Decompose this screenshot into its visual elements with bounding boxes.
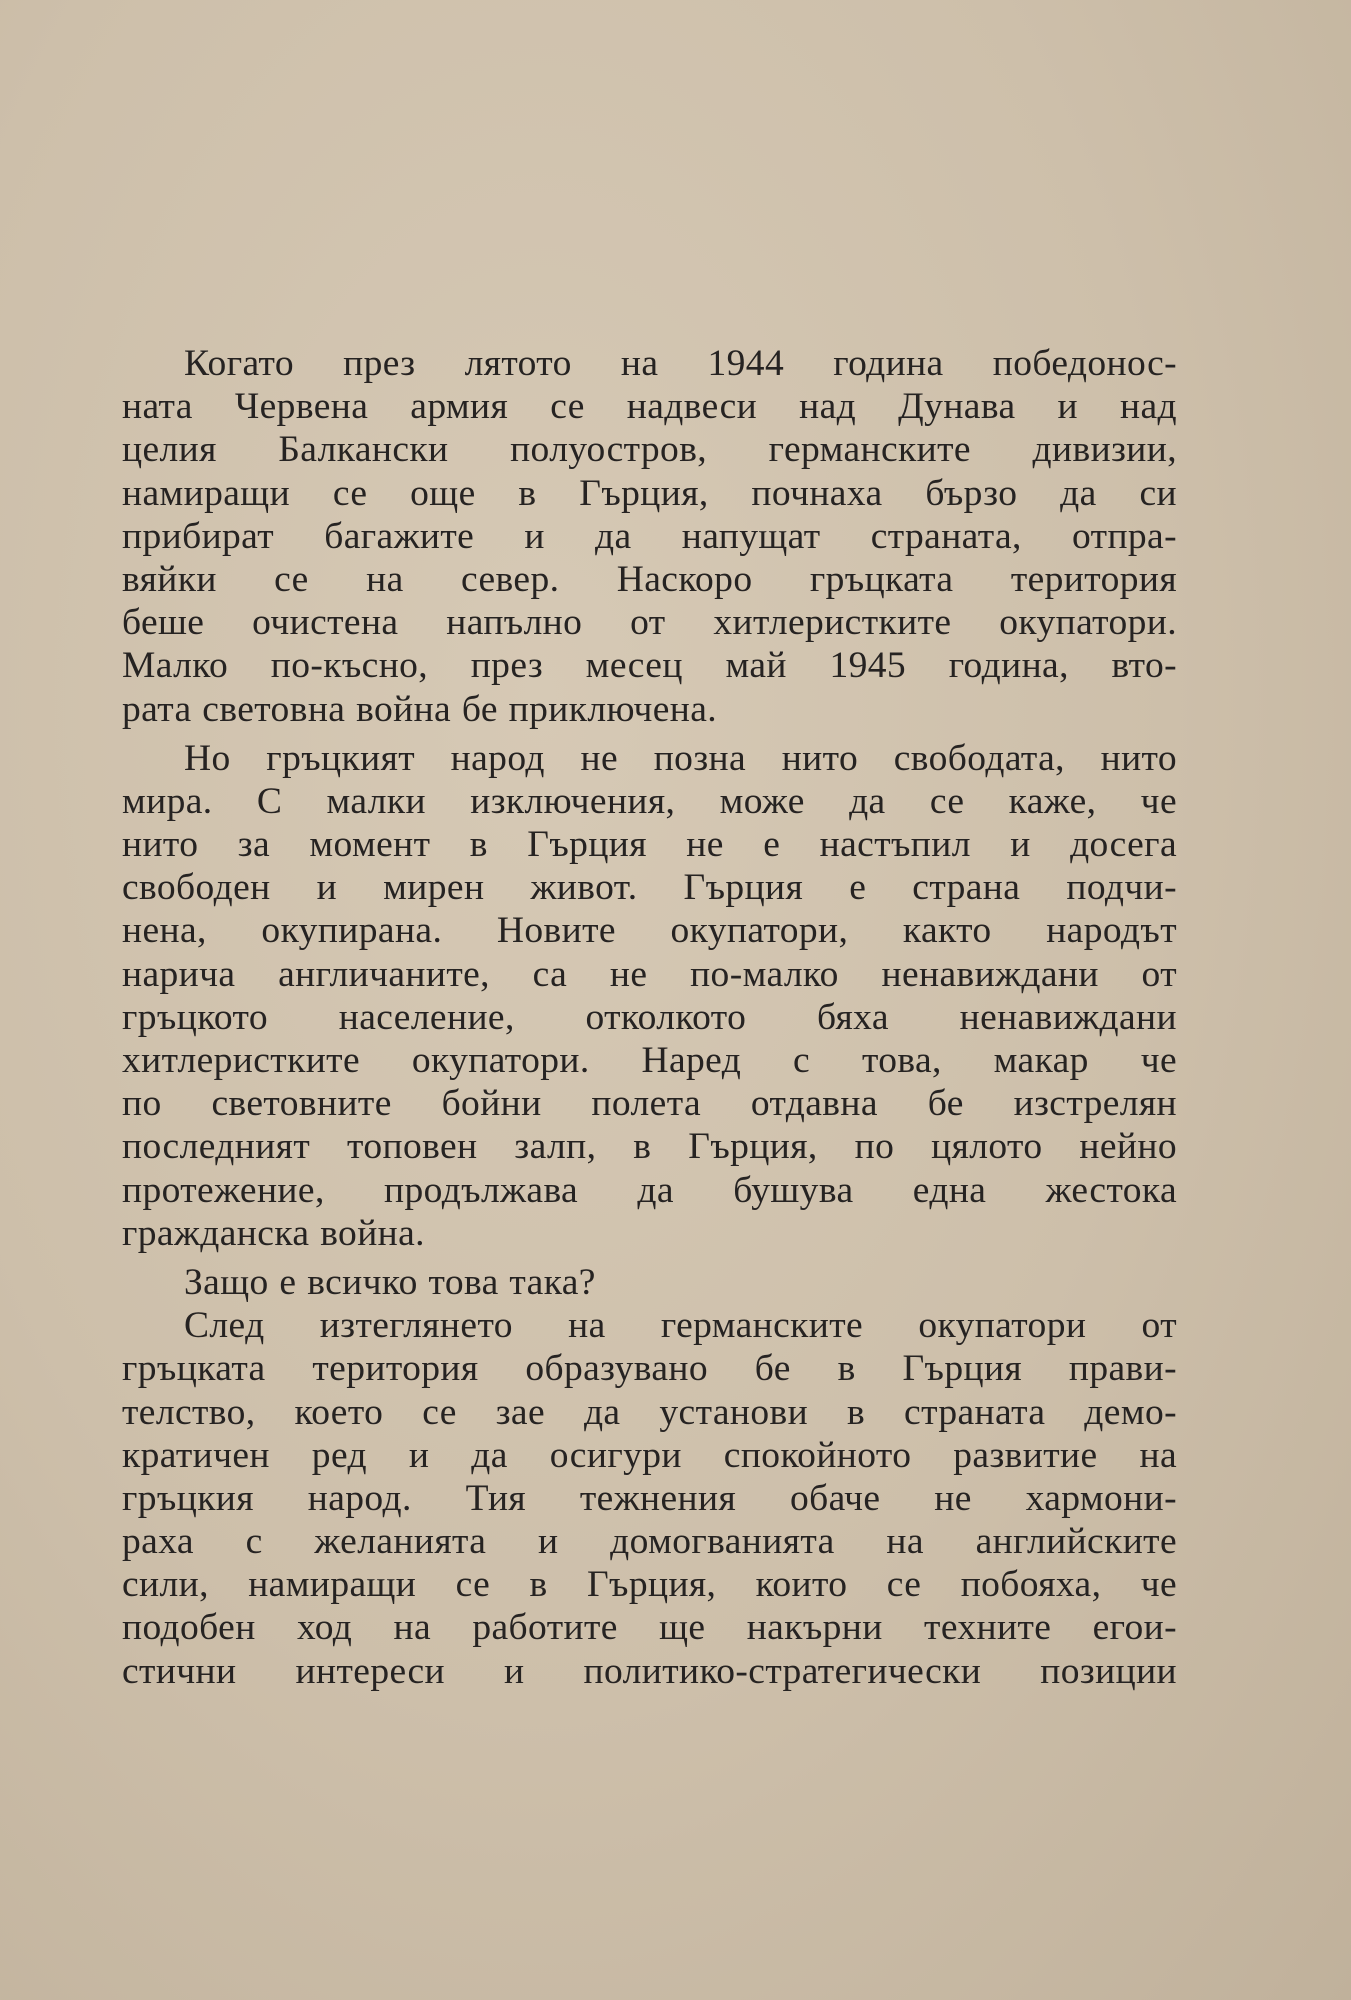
text-line: прибират багажите и да напущат страната, отпра- — [122, 515, 1177, 557]
text-line: ната Червена армия се надвеси над Дунава и над — [122, 386, 1177, 428]
text-line: мира. С малки изключения, може да се каже, че — [122, 780, 1177, 822]
text-line: протежение, продължава да бушува една жестока — [122, 1169, 1177, 1211]
text-line: по световните бойни полета отдавна бе изстрелян — [122, 1083, 1177, 1125]
text-line: целия Балкански полуостров, германските дивизии, — [122, 429, 1177, 471]
text-line: гръцката територия образувано бе в Гърция прави- — [122, 1348, 1177, 1390]
text-line: раха с желанията и домогванията на английските — [122, 1521, 1177, 1563]
text-line: стични интереси и политико-стратегически позиции — [122, 1650, 1177, 1692]
text-line: Когато през лятото на 1944 година победонос- — [184, 343, 1177, 384]
text-line: последният топовен залп, в Гърция, по цялото нейно — [122, 1126, 1177, 1168]
text-line: рата световна война бе приключена. — [122, 688, 718, 730]
body-text — [122, 342, 1177, 1693]
paragraph — [122, 737, 1177, 1255]
text-line: След изтеглянето на германските окупатори от — [184, 1305, 1177, 1347]
text-line: нито за момент в Гърция не е настъпил и досега — [122, 824, 1177, 866]
text-line: Но гръцкият народ не позна нито свободата, нито — [184, 737, 1177, 779]
paragraph — [122, 1304, 1177, 1693]
text-line: нарича англичаните, са не по-малко ненавиждани от — [122, 953, 1177, 995]
text-line: беше очистена напълно от хитлеристките окупатори. — [122, 602, 1177, 644]
text-line: Малко по-късно, през месец май 1945 година, вто- — [122, 645, 1177, 687]
paragraph — [122, 342, 1177, 731]
text-line: нена, окупирана. Новите окупатори, както народът — [122, 910, 1177, 952]
text-line: сили, намиращи се в Гърция, които се побояха, че — [122, 1564, 1177, 1606]
text-line: свободен и мирен живот. Гърция е страна подчи- — [122, 867, 1177, 909]
text-line: подобен ход на работите ще накърни техните егои- — [122, 1607, 1177, 1649]
text-line: Защо е всичко това така? — [184, 1261, 596, 1303]
text-line: гръцкия народ. Тия тежнения обаче не хармони- — [122, 1477, 1177, 1519]
text-line: вяйки се на север. Наскоро гръцката територия — [122, 558, 1177, 600]
paragraph — [122, 1261, 1177, 1304]
text-line: намиращи се още в Гърция, почнаха бързо да си — [122, 472, 1177, 514]
text-line: кратичен ред и да осигури спокойното развитие на — [122, 1434, 1177, 1476]
text-line: хитлеристките окупатори. Наред с това, макар че — [122, 1040, 1177, 1081]
text-line: гръцкото население, отколкото бяха ненавиждани — [122, 996, 1177, 1038]
text-line: гражданска война. — [122, 1212, 425, 1254]
text-line: телство, което се зае да установи в страната демо- — [122, 1391, 1177, 1433]
